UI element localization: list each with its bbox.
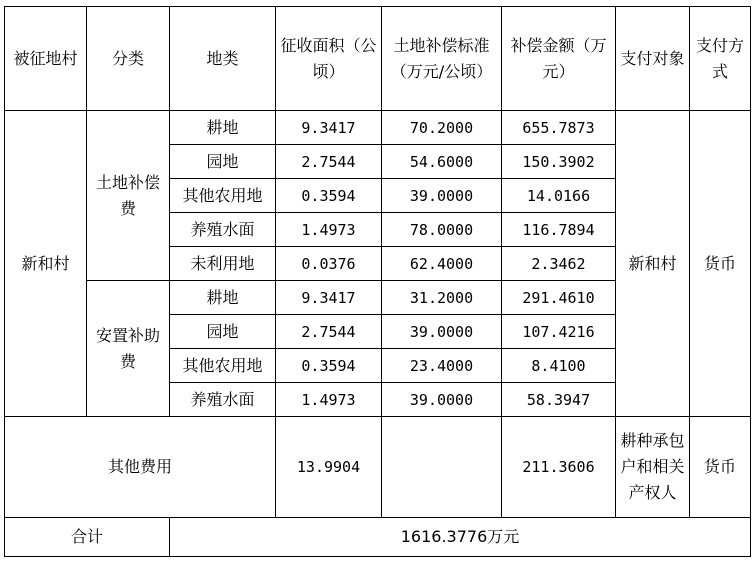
total-row bbox=[5, 518, 751, 557]
header-standard: 土地补偿标准（万元/公顷） bbox=[382, 7, 502, 111]
header-area: 征收面积（公顷） bbox=[276, 7, 382, 111]
amount-cell: 2.3462 bbox=[502, 247, 616, 281]
table-row bbox=[5, 111, 751, 145]
method-cell: 货币 bbox=[690, 111, 751, 417]
payee-cell: 新和村 bbox=[616, 111, 690, 417]
area-cell: 2.7544 bbox=[276, 145, 382, 179]
village-cell: 新和村 bbox=[5, 111, 87, 417]
total-value: 1616.3776万元 bbox=[170, 518, 751, 557]
standard-cell: 39.0000 bbox=[382, 179, 502, 213]
other-method-cell: 货币 bbox=[690, 417, 751, 518]
land-cell: 其他农用地 bbox=[170, 179, 276, 213]
other-payee-cell: 耕种承包户和相关产权人 bbox=[616, 417, 690, 518]
land-cell: 园地 bbox=[170, 315, 276, 349]
total-label: 合计 bbox=[5, 518, 170, 557]
standard-cell: 62.4000 bbox=[382, 247, 502, 281]
land-cell: 耕地 bbox=[170, 111, 276, 145]
standard-cell: 23.4000 bbox=[382, 349, 502, 383]
group1-label: 土地补偿费 bbox=[87, 111, 170, 281]
group2-label: 安置补助费 bbox=[87, 281, 170, 417]
standard-cell: 54.6000 bbox=[382, 145, 502, 179]
standard-cell: 39.0000 bbox=[382, 315, 502, 349]
area-cell: 1.4973 bbox=[276, 213, 382, 247]
amount-cell: 116.7894 bbox=[502, 213, 616, 247]
land-cell: 未利用地 bbox=[170, 247, 276, 281]
standard-cell: 39.0000 bbox=[382, 383, 502, 417]
land-cell: 养殖水面 bbox=[170, 213, 276, 247]
land-cell: 园地 bbox=[170, 145, 276, 179]
area-cell: 0.3594 bbox=[276, 349, 382, 383]
header-category: 分类 bbox=[87, 7, 170, 111]
area-cell: 1.4973 bbox=[276, 383, 382, 417]
standard-cell: 78.0000 bbox=[382, 213, 502, 247]
standard-cell: 70.2000 bbox=[382, 111, 502, 145]
amount-cell: 58.3947 bbox=[502, 383, 616, 417]
header-village: 被征地村 bbox=[5, 7, 87, 111]
amount-cell: 150.3902 bbox=[502, 145, 616, 179]
area-cell: 9.3417 bbox=[276, 111, 382, 145]
area-cell: 0.3594 bbox=[276, 179, 382, 213]
other-standard-cell bbox=[382, 417, 502, 518]
land-cell: 其他农用地 bbox=[170, 349, 276, 383]
header-amount: 补偿金额（万元） bbox=[502, 7, 616, 111]
amount-cell: 291.4610 bbox=[502, 281, 616, 315]
header-payee: 支付对象 bbox=[616, 7, 690, 111]
amount-cell: 107.4216 bbox=[502, 315, 616, 349]
land-cell: 养殖水面 bbox=[170, 383, 276, 417]
other-amount-cell: 211.3606 bbox=[502, 417, 616, 518]
land-cell: 耕地 bbox=[170, 281, 276, 315]
standard-cell: 31.2000 bbox=[382, 281, 502, 315]
area-cell: 0.0376 bbox=[276, 247, 382, 281]
header-method: 支付方式 bbox=[690, 7, 751, 111]
other-fees-label: 其他费用 bbox=[5, 417, 276, 518]
amount-cell: 8.4100 bbox=[502, 349, 616, 383]
header-land-type: 地类 bbox=[170, 7, 276, 111]
compensation-table bbox=[4, 6, 751, 557]
other-area-cell: 13.9904 bbox=[276, 417, 382, 518]
other-fees-row bbox=[5, 417, 751, 518]
area-cell: 2.7544 bbox=[276, 315, 382, 349]
amount-cell: 14.0166 bbox=[502, 179, 616, 213]
amount-cell: 655.7873 bbox=[502, 111, 616, 145]
area-cell: 9.3417 bbox=[276, 281, 382, 315]
header-row bbox=[5, 7, 751, 111]
